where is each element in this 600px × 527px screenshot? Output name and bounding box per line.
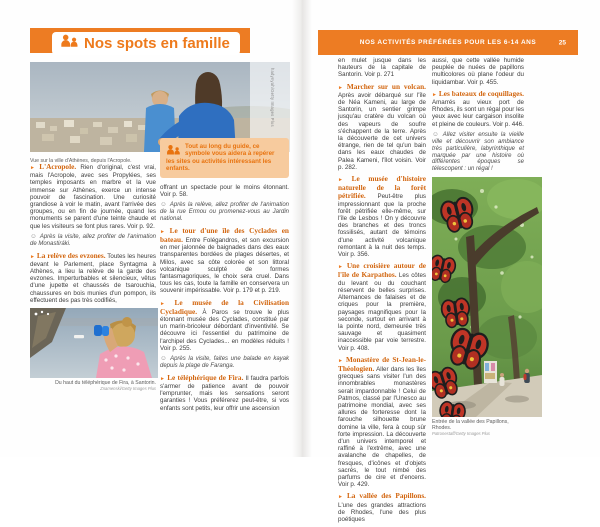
family-icon xyxy=(60,34,79,53)
arrow-icon: ► xyxy=(338,358,343,364)
arrow-icon: ► xyxy=(338,265,343,271)
section-karpathos: ► Une croisière autour de l'île de Karpathos. Les côtes du levant ou du couchant réservent de belles surprises. Alternances de falaises et de criques pour la première, paysages magnifiques pour la seconde, surtout en arrivant à la pointe nord, demeurée très sauvage et quasiment inaccessible par voie terrestre. Voir p. 408. xyxy=(338,261,426,352)
tip-bateaux: ☺ Allez visiter ensuite la vieille ville et découvrir son ambiance très particulière, labyrinthique et marquée par une histoire où différentes époques se télescopent : un régal ! xyxy=(432,130,524,173)
right-column-2 xyxy=(432,57,524,440)
arrow-icon: ► xyxy=(160,229,165,235)
photo-credit-vertical: hadynyah/Getty Images Plus xyxy=(270,68,275,127)
left-column-2 xyxy=(160,138,289,416)
section-monastere: ► Monastère de St-Jean-le-Théologien. Aller dans les îles grecques sans visiter l'un des innombrables monastères serait impardonnable ! Celui de Patmos, classé par l'Unesco au patrimoine mondial, avec ses allures de forteresse dont la farouche silhouette brune domine la ville, fera à coup sûr forte impression. La découverte d'un univers intemporel et raffiné à l'extrême, avec une avalanche de chapelles, de fresques, d'icônes et d'objets sacrés, le tout nimbé des parfums de cire et d'encens. Voir p. 429. xyxy=(338,354,427,489)
photo-butterfly-valley xyxy=(432,177,542,417)
intro-continuation: en mulet jusque dans les hauteurs de la capitale de Santorin. Voir p. 271 xyxy=(338,57,426,79)
right-page-title: NOS ACTIVITÉS PRÉFÉRÉES POUR LES 6-14 ANS xyxy=(359,39,537,46)
arrow-icon: ► xyxy=(338,495,343,501)
page-number: 25 xyxy=(558,39,566,46)
kids-symbol-note: Tout au long du guide, ce symbole vous aidera à repérer les sites ou activités intéressant les enfants. xyxy=(160,138,289,178)
section-cyclades-boat: ► Le tour d'une île des Cyclades en bateau. Entre Folégandros, et son excursion en mer jalonnée de baignades dans des eaux transparentes bordées de plages désertes, et Milos, avec sa côte colorée et son littoral volcanique sculpté de formes fantasmagoriques, le choix sera cruel. Dans tous les cas, toute la famille en conservera un souvenir impérissable. Voir p. 179 et p. 219. xyxy=(160,225,289,295)
photo-fira-caption: Du haut du téléphérique de Fira, à Santorin. Znamenski/Getty Images Plus xyxy=(30,380,156,391)
papillons-continuation: aussi, que cette vallée humide peuplée de nuées de papillons multicolores où plane l'odeur du liquidambar. Voir p. 455. xyxy=(432,57,524,86)
page-gutter xyxy=(292,0,312,457)
arrow-icon: ► xyxy=(338,178,343,184)
section-telepherique: ► Le téléphérique de Fira. Il faudra parfois s'armer de patience avant de pouvoir l'emprunter, mais les sensations seront garanties ! Vous préférerez peut-être, si vos enfants sont petits, leur offrir une ascension xyxy=(160,372,289,412)
tip-acropole: ☺ Après la visite, allez profiter de l'animation de Monastiráki. xyxy=(30,232,156,247)
family-icon xyxy=(166,144,181,156)
photo-butterflies-credit: Patronestaff/Getty Images Plus xyxy=(432,431,490,437)
tip-evzones: ☺ Après la relève, allez profiter de l'animation de la rue Ermou ou promenez-vous au Jardin national. xyxy=(160,201,289,222)
left-header-label xyxy=(52,32,240,55)
right-header-bar xyxy=(318,30,578,55)
arrow-icon: ► xyxy=(160,376,165,382)
photo-athens-caption: Vue sur la ville d'Athènes, depuis l'Acropole. xyxy=(30,158,132,164)
arrow-icon: ► xyxy=(160,301,165,307)
section-acropole: ► L'Acropole. Rien d'original, c'est vrai, mais l'Acropole, avec ses Propylées, ses temples imposants en marbre et la vue immense sur Athènes, exerce un intense pouvoir de fascination. Une curiosité grandiose à voir le matin, avant l'arrivée des groupes, ou en fin de journée, quand les monuments se parent d'une teinte chaude et que les visiteurs se font plus rares. Voir p. 92. xyxy=(30,162,156,230)
arrow-icon: ► xyxy=(432,92,437,98)
left-page-title: Nos spots en famille xyxy=(84,35,230,52)
arrow-icon: ► xyxy=(30,166,35,171)
tip-icon: ☺ xyxy=(30,232,37,240)
section-foret-petrifiee: ► Le musée d'histoire naturelle de la forêt pétrifiée. Peut-être plus impressionnant que la proche forêt pétrifiée elle-même, sur l'île de Lesbos ! On y découvre des branches et des troncs fossilisés, autant de témoins d'une activité volcanique remontant à la nuit des temps. Voir p. 356. xyxy=(338,174,427,259)
photo-butterflies-caption: Entrée de la vallée des Papillons, Rhodes. Patronestaff/Getty Images Plus xyxy=(432,419,524,436)
arrow-icon: ► xyxy=(338,85,343,91)
tip-musee: ☺ Après la visite, faites une balade en kayak depuis la plage de Faranga. xyxy=(160,355,289,369)
tip-icon: ☺ xyxy=(432,130,439,138)
tip-icon: ☺ xyxy=(160,355,167,362)
section-papillons: ► La vallée des Papillons. L'une des grandes attractions de Rhodes, l'une des plus poétiques xyxy=(338,491,426,523)
photo-fira-view xyxy=(30,308,158,378)
section-volcan: ► Marcher sur un volcan. Après avoir débarqué sur l'île de Néa Kameni, au large de Santorin, un sentier grimpe jusqu'au cratère du volcan où des vapeurs de soufre s'échappent de la terre. Après la découverte de cet univers étrange, rien de tel qu'un bain dans les eaux chaudes de Palea Kameni, l'îlot voisin. Voir p. 282. xyxy=(338,81,426,171)
section-evzones: ► La relève des evzones. Toutes les heures devant le Parlement, place Syntagma à Athènes, a lieu la relève de la garde des evzones. Imperturbables et silencieux, vêtus d'une jupette et chaussés de tsarouchia, chaussures en bois munies d'un pompon, ils effectuent des pas très codifiés, xyxy=(30,250,157,304)
photo-fira-credit: Znamenski/Getty Images Plus xyxy=(100,386,156,392)
section-bateaux: ► Les bateaux de coquillages. Amarrés au vieux port de Rhodes, ils sont un régal pour les yeux avec leur cargaison insolite et pleine de couleurs. Voir p. 446. xyxy=(432,88,524,128)
section-musee-cycladique: ► Le musée de la Civilisation Cycladique. À Paros se trouve le plus étonnant musée des Cyclades, constitué par un marin-bricoleur débordant d'inventivité. Se découvre ici l'essentiel du patrimoine de l'archipel des Cyclades... en modèles réduits ! Voir p. 255. xyxy=(160,297,290,352)
tip-icon: ☺ xyxy=(160,201,167,209)
left-column-1 xyxy=(30,154,156,395)
arrow-icon: ► xyxy=(30,254,35,260)
evzones-continuation: offrant un spectacle pour le moins étonnant. Voir p. 58. xyxy=(160,183,289,198)
